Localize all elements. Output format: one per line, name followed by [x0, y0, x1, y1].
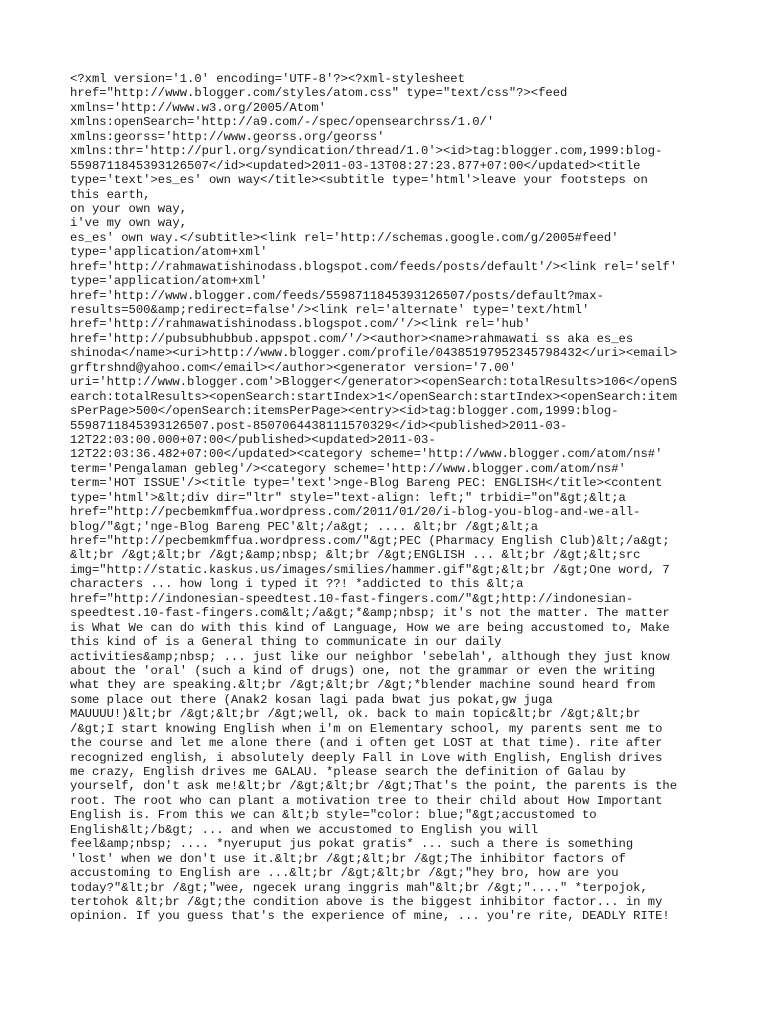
document-text-line: 5598711845393126507.post-8507064438111570329</id><published>2011-03- — [70, 418, 568, 433]
document-text-line: type='application/atom+xml' — [70, 245, 268, 260]
raw-xml-document — [70, 72, 702, 924]
document-text-line: href="http://www.blogger.com/styles/atom.css" type="text/css"?><feed — [70, 86, 568, 101]
document-text-line: xmlns:thr='http://purl.org/syndication/thread/1.0'><id>tag:blogger.com,1999:blog- — [70, 144, 663, 159]
document-text-line: is What We can do with this kind of Language, How we are being accustomed to, Make — [70, 620, 670, 635]
document-text-line: grftrshnd@yahoo.com</email></author><generator version='7.00' — [70, 360, 517, 375]
document-text-line: xmlns:openSearch='http://a9.com/-/spec/opensearchrss/1.0/' — [70, 115, 495, 130]
document-text-line: this earth, — [70, 187, 151, 202]
document-text-line: term='HOT ISSUE'/><title type='text'>nge-Blog Bareng PEC: ENGLISH</title><content — [70, 476, 663, 491]
document-text-line: shinoda</name><uri>http://www.blogger.com/profile/04385197952345798432</uri><email> — [70, 346, 678, 361]
document-text-line: about the 'oral' (such a kind of drugs) one, not the grammar or even the writing — [70, 663, 656, 678]
document-text-line: this kind of is a General thing to communicate in our daily — [70, 635, 502, 650]
document-text-line: term='Pengalaman gebleg'/><category scheme='http://www.blogger.com/atom/ns#' — [70, 461, 626, 476]
document-text-line: today?"&lt;br /&gt;"wee, ngecek urang inggris mah"&lt;br /&gt;"...." *terpojok, — [70, 880, 648, 895]
document-text-line: i've my own way, — [70, 216, 188, 231]
document-text-line: 12T22:03:00.000+07:00</published><updated>2011-03- — [70, 432, 436, 447]
document-text-line: blog/"&gt;'nge-Blog Bareng PEC'&lt;/a&gt; .... &lt;br /&gt;&lt;a — [70, 519, 539, 534]
document-text-line: accustoming to English are ...&lt;br /&gt;&lt;br /&gt;"hey bro, how are you — [70, 866, 619, 881]
document-text-line: &lt;br /&gt;&lt;br /&gt;&amp;nbsp; &lt;br /&gt;ENGLISH ... &lt;br /&gt;&lt;src — [70, 548, 641, 563]
document-text-line: the course and let me alone there (and i often get LOST at that time). rite after — [70, 736, 663, 751]
document-text-line: English is. From this we can &lt;b style="color: blue;"&gt;accustomed to — [70, 808, 597, 823]
document-text-line: type='html'>&lt;div dir="ltr" style="text-align: left;" trbidi="on"&gt;&lt;a — [70, 490, 626, 505]
document-text-line: some place out there (Anak2 kosan lagi pada bwat jus pokat,gw juga — [70, 692, 553, 707]
document-text-line: href='http://www.blogger.com/feeds/5598711845393126507/posts/default?max- — [70, 288, 604, 303]
document-text-line: <?xml version='1.0' encoding='UTF-8'?><?xml-stylesheet — [70, 72, 465, 86]
document-text-line: 12T22:03:36.482+07:00</updated><category scheme='http://www.blogger.com/atom/ns#' — [70, 447, 663, 462]
document-text-line: root. The root who can plant a motivation tree to their child about How Important — [70, 793, 663, 808]
document-text-line: type='text'>es_es' own way</title><subtitle type='html'>leave your footsteps on — [70, 173, 648, 188]
document-text-line: uri='http://www.blogger.com'>Blogger</generator><openSearch:totalResults>106</openS — [70, 375, 678, 390]
document-text-line: sPerPage>500</openSearch:itemsPerPage><entry><id>tag:blogger.com,1999:blog- — [70, 404, 619, 419]
document-text-line: 'lost' when we don't use it.&lt;br /&gt;&lt;br /&gt;The inhibitor factors of — [70, 851, 626, 866]
document-text-line: English&lt;/b&gt; ... and when we accustomed to English you will — [70, 822, 539, 837]
document-text-line: /&gt;I start knowing English when i'm on Elementary school, my parents sent me to — [70, 721, 663, 736]
document-text-line: activities&amp;nbsp; ... just like our neighbor 'sebelah', although they just know — [70, 649, 670, 664]
document-text-line: type='application/atom+xml' — [70, 274, 268, 289]
document-text-line: href="http://pecbemkmffua.wordpress.com/"&gt;PEC (Pharmacy English Club)&lt;/a&gt; — [70, 534, 670, 548]
document-text-line: xmlns:georss='http://www.georss.org/georss' — [70, 129, 385, 144]
document-text-line: href='http://pubsubhubbub.appspot.com/'/><author><name>rahmawati ss aka es_es — [70, 331, 634, 346]
document-text-line: es_es' own way.</subtitle><link rel='http://schemas.google.com/g/2005#feed' — [70, 230, 619, 245]
document-text-line: href="http://pecbemkmffua.wordpress.com/2011/01/20/i-blog-you-blog-and-we-all- — [70, 505, 641, 520]
document-text-line: href="http://indonesian-speedtest.10-fast-fingers.com/"&gt;http://indonesian- — [70, 591, 634, 606]
document-text-line: me crazy, English drives me GALAU. *please search the definition of Galau by — [70, 765, 626, 779]
document-text-line: speedtest.10-fast-fingers.com&lt;/a&gt;*&amp;nbsp; it's not the matter. The matter — [70, 606, 670, 621]
document-text-line: href='http://rahmawatishinodass.blogspot.com/feeds/posts/default'/><link rel='self' — [70, 259, 678, 274]
document-text-line: earch:totalResults><openSearch:startIndex>1</openSearch:startIndex><openSearch:item — [70, 389, 678, 404]
document-text-line: results=500&amp;redirect=false'/><link rel='alternate' type='text/html' — [70, 303, 590, 317]
document-text-line: href='http://rahmawatishinodass.blogspot.com/'/><link rel='hub' — [70, 317, 531, 332]
document-text-line: img="http://static.kaskus.us/images/smilies/hammer.gif"&gt;&lt;br /&gt;One word, 7 — [70, 562, 670, 577]
document-text-line: 5598711845393126507</id><updated>2011-03-13T08:27:23.877+07:00</updated><title — [70, 158, 641, 173]
document-text-line: MAUUUU!)&lt;br /&gt;&lt;br /&gt;well, ok. back to main topic&lt;br /&gt;&lt;br — [70, 707, 641, 722]
document-text-line: characters ... how long i typed it ??! *addicted to this &lt;a — [70, 577, 524, 592]
document-text-line: on your own way, — [70, 201, 188, 216]
document-text-line: opinion. If you guess that's the experience of mine, ... you're rite, DEADLY RITE! — [70, 909, 670, 924]
document-text-line: what they are speaking.&lt;br /&gt;&lt;br /&gt;*blender machine sound heard from — [70, 678, 656, 693]
document-text-line: tertohok &lt;br /&gt;the condition above is the biggest inhibitor factor... in my — [70, 894, 663, 909]
document-text-line: feel&amp;nbsp; .... *nyeruput jus pokat gratis* ... such a there is something — [70, 837, 634, 852]
document-text-line: xmlns='http://www.w3.org/2005/Atom' — [70, 100, 326, 115]
document-text-line: yourself, don't ask me!&lt;br /&gt;&lt;br /&gt;That's the point, the parents is the — [70, 779, 678, 794]
document-text-line: recognized english, i absolutely deeply Fall in Love with English, English drives — [70, 750, 663, 765]
